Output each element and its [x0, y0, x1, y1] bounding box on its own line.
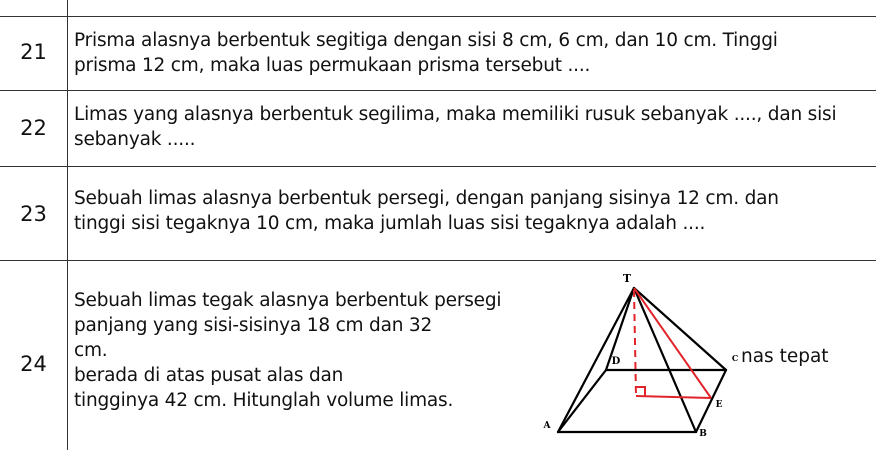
- base-edge-ad: [558, 370, 606, 432]
- question-text-21: [74, 28, 778, 78]
- vertex-label-c: C: [731, 353, 739, 363]
- question-number-22: 22: [20, 116, 47, 140]
- question-number-24: 24: [20, 352, 47, 376]
- column-divider: [67, 0, 68, 450]
- lateral-edge-tc: [634, 288, 726, 370]
- question-24-tail-text: nas tepat: [741, 346, 829, 367]
- question-text-23: [74, 186, 779, 236]
- question-21-line-2: prisma 12 cm, maka luas permukaan prisma tersebut ....: [74, 55, 591, 76]
- question-24-line-5: tingginya 42 cm. Hitunglah volume limas.: [74, 390, 454, 411]
- question-24-line-4: berada di atas pusat alas dan: [74, 365, 344, 386]
- question-23-line-2: tinggi sisi tegaknya 10 cm, maka jumlah luas sisi tegaknya adalah ....: [74, 213, 706, 234]
- question-text-24: [74, 288, 501, 413]
- vertex-label-b: B: [699, 429, 707, 439]
- vertex-label-d: D: [611, 356, 621, 367]
- question-24-line-3: cm.: [74, 340, 108, 361]
- vertex-label-e: E: [715, 400, 723, 410]
- vertex-label-t: T: [622, 272, 632, 285]
- table-top-border: [0, 16, 876, 17]
- row-divider: [0, 260, 876, 261]
- question-24-line-1: Sebuah limas tegak alasnya berbentuk persegi: [74, 290, 502, 311]
- right-angle-marker: [636, 387, 645, 396]
- question-21-line-1: Prisma alasnya berbentuk segitiga dengan sisi 8 cm, 6 cm, dan 10 cm. Tinggi: [74, 30, 778, 51]
- slant-height-line: [634, 288, 711, 398]
- row-divider: [0, 90, 876, 91]
- apothem-base-line: [636, 396, 711, 398]
- question-number-23: 23: [20, 202, 47, 226]
- question-22-line-1: Limas yang alasnya berbentuk segilima, maka memiliki rusuk sebanyak ...., dan sisi: [74, 104, 837, 125]
- row-divider: [0, 166, 876, 167]
- vertex-label-a: A: [543, 421, 551, 431]
- lateral-edge-ta: [558, 288, 634, 432]
- height-line: [634, 290, 636, 396]
- lateral-edge-tb: [634, 288, 696, 432]
- question-24-line-2: panjang yang sisi-sisinya 18 cm dan 32: [74, 315, 433, 336]
- question-23-line-1: Sebuah limas alasnya berbentuk persegi, dengan panjang sisinya 12 cm. dan: [74, 188, 779, 209]
- pyramid-figure: [528, 266, 740, 442]
- question-text-22: [74, 102, 836, 152]
- question-22-line-2: sebanyak .....: [74, 129, 196, 150]
- question-number-21: 21: [20, 40, 47, 64]
